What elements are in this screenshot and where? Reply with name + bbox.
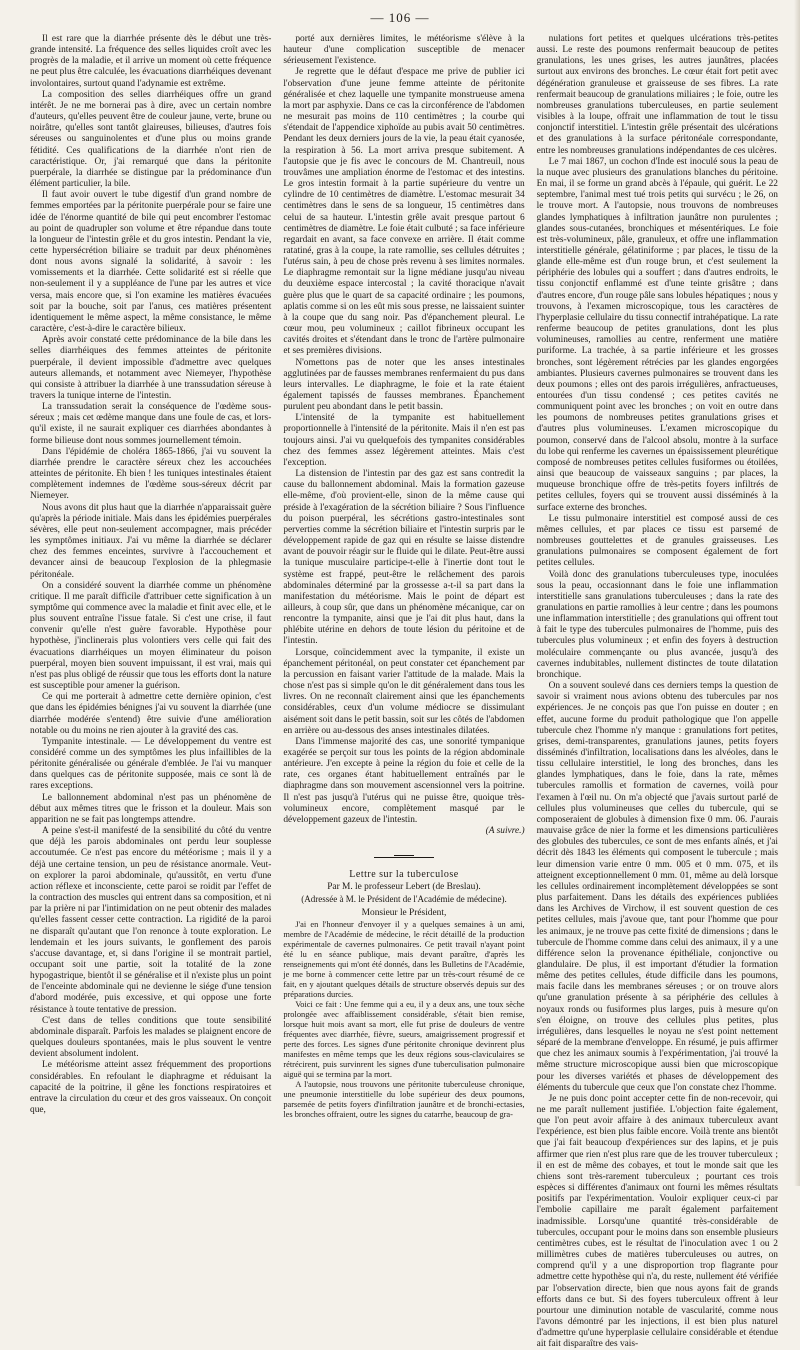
paragraph: Tympanite intestinale. — Le développement du ventre est considéré comme un des symptômes les plus infaillibles de la péritonite généralisée ou générale d'emblée. Je l'ai vu manquer dans quelques cas de péritonite supposée, mais ce sont là de rares exceptions. — [30, 736, 272, 792]
paragraph: porté aux dernières limites, le météorisme s'élève à la hauteur d'une complication susceptible de menacer sérieusement l'existence. — [283, 34, 525, 67]
paragraph: Le météorisme atteint assez fréquemment des proportions considérables. En refoulant le diaphragme et réduisant la capacité de la poitrine, il gêne les fonctions respiratoires et entrave la circulation du cœur et des gros vaisseaux. On conçoit que, — [30, 1060, 272, 1115]
paragraph: Le tissu pulmonaire interstitiel est composé aussi de ces mêmes cellules, et par places ce tissu est parsemé de nombreuses gouttelettes et de granules graisseuses. Les granulations pulmonaires se composent également de fort petites cellules. — [536, 513, 778, 569]
paragraph: J'ai en l'honneur d'envoyer il y a quelques semaines à un ami, membre de l'Académie de médecine, le récit détaillé de la production expérimentale de cavernes pulmonaires. Ce petit travail n'ayant point été lu en séance publique, mais devant paraître, d'après les renseignements qui m'ont été donnés, dans les Bulletins de l'Académie, je me borne à commencer cette lettre par un très-court résumé de ce fait, en y ajoutant quelques détails de structure observés depuis sur des préparations durcies. — [283, 920, 525, 1000]
paragraph: Lorsque, coïncidemment avec la tympanite, il existe un épanchement péritonéal, on peut constater cet épanchement par la percussion en faisant varier l'attitude de la malade. Mais la chose n'est pas si simple qu'on le dit généralement dans tous les livres. On ne reconnaît clairement ainsi que les épanchements considérables, ceux d'un volume médiocre se dissimulant aisément soit dans le petit bassin, soit sur les côtés de l'abdomen en arrière ou au-dessous des anses intestinales dilatées. — [283, 647, 525, 736]
text-columns — [30, 34, 778, 1350]
letter-title: Lettre sur la tuberculose — [349, 869, 459, 881]
paragraph: Dans l'épidémie de choléra 1865-1866, j'ai vu souvent la diarrhée prendre le caractère séreux chez les accouchées atteintes de péritonite. Eh bien ! les tuniques intestinales étaient complètement indemnes de l'œdème sous-séreux décrit par Niemeyer. — [30, 446, 272, 502]
paragraph: On a considéré souvent la diarrhée comme un phénomène critique. Il me paraît difficile d'attribuer cette signification à un symptôme qui commence avec la maladie et finit avec elle, et le plus souvent entraîne l'issue fatale. Si c'est une crise, il faut convenir qu'elle n'est guère favorable. Hypothèse pour hypothèse, j'inclinerais plus volontiers vers celle qui fait des évacuations diarrhéiques un moyen éliminateur du poison puerpéral, moyen bien souvent impuissant, il est vrai, mais qui n'est pas plus obligé de réussir que tous les efforts dont la nature est susceptible pour amener la guérison. — [30, 580, 272, 692]
paragraph: Je ne puis donc point accepter cette fin de non-recevoir, qui ne me paraît nullement justifiée. L'objection faite également, que l'on peut avoir affaire à des animaux tuberculeux avant l'expérience, est bien plus faible encore. Voilà trente ans bientôt que j'ai fait beaucoup d'expériences sur des lapins, et je puis affirmer que rien n'est plus rare que de les trouver tuberculeux ; il en est de même des cobayes, et tout le monde sait que les chiens sont très-rarement tuberculeux ; pourtant ces trois espèces si différentes d'animaux ont fourni les mêmes résultats positifs par l'expérimentation. Vouloir expliquer ceux-ci par l'embolie capillaire me paraît également parfaitement inadmissible. Lorsqu'une quantité très-considérable de tubercules, occupant pour le moins dans son ensemble plusieurs centimètres cubes, est le résultat de l'inoculation avec 1 ou 2 millimètres cubes de matières tuberculeuses ou autres, on comprend qu'il y a une disproportion trop flagrante pour admettre cette hypothèse qui n'a, du reste, nullement été vérifiée par l'observation directe, bien que nous ayons fait de grands efforts dans ce but. Si des foyers tuberculeux offrent à leur pourtour une diminution notable de vascularité, comme nous l'avons démontré par les injections, il est bien plus naturel d'admettre qu'une hyperplasie cellulaire considérable et étendue ait fait disparaître des vais- — [536, 1093, 778, 1350]
paragraph: A l'autopsie, nous trouvons une péritonite tuberculeuse chronique, une pneumonie interstitielle du lobe supérieur des deux poumons, parsemée de petits foyers d'infiltration jaunâtre et de bronchi-ectasies, les bronches offraient, outre les signes du catarrhe, beaucoup de gra- — [283, 1080, 525, 1120]
paragraph: La transsudation serait la conséquence de l'œdème sous-séreux ; mais cet œdème manque dans une foule de cas, et lors-qu'il existe, il ne saurait expliquer ces diarrhées abondantes à forme bilieuse dont nous sommes journellement témoin. — [30, 402, 272, 446]
paragraph: Nous avons dit plus haut que la diarrhée n'apparaissait guère qu'après la période initiale. Mais dans les épidémies puerpérales sévères, elle peut non-seulement accompagner, mais précéder les symptômes initiaux. J'ai vu même la diarrhée se déclarer chez des femmes enceintes, survivre à l'accouchement et devancer ainsi de beaucoup l'explosion de la phlegmasie péritonéale. — [30, 502, 272, 580]
letter-salutation: Monsieur le Président, — [361, 908, 447, 919]
column-right — [536, 34, 778, 1350]
paragraph: A peine s'est-il manifesté de la sensibilité du côté du ventre que déjà les parois abdominales ont perdu leur souplesse accoutumée. Ce n'est pas encore du météorisme ; mais il y a déjà une certaine tension, un peu de résistance anormale. Veut-on explorer la paroi abdominale, qu'aussitôt, en vertu d'une action réflexe et inconsciente, cette paroi se roidit par l'effet de la contraction des muscles qui entrent dans sa composition, et ni par la prière ni par l'intimidation on ne peut obtenir des malades qu'elles fassent cesser cette contraction. La rigidité de la paroi ne disparaît qu'autant que l'on renonce à toute exploration. Le lendemain et les jours suivants, le gonflement des parois s'accuse davantage, et, si dans l'origine il se montrait partiel, occupant soit une partie, soit la totalité de la zone hypogastrique, bientôt il se généralise et il n'existe plus un point de l'enceinte abdominale qui ne devienne le siége d'une tension d'abord modérée, puis excessive, et qui oppose une forte résistance à toute tentative de pression. — [30, 826, 272, 1015]
paragraph: L'intensité de la tympanite est habituellement proportionnelle à l'intensité de la péritonite. Mais il n'en est pas toujours ainsi. J'ai vu quelquefois des tympanites considérables chez des femmes assez légèrement atteintes. Mais c'est l'exception. — [283, 413, 525, 468]
paragraph: La distension de l'intestin par des gaz est sans contredit la cause du ballonnement abdominal. Mais la formation gazeuse elle-même, d'où provient-elle, sinon de la même cause qui préside à l'exagération de la sécrétion biliaire ? Sous l'influence du poison puerpéral, les sécrétions gastro-intestinales sont perverties comme la sécrétion biliaire et l'intestin surpris par le développement rapide de gaz qui en résulte se laisse distendre avant de pouvoir réagir sur le fluide qui le dilate. Peut-être aussi la tunique musculaire participe-t-elle à l'inertie dont tout le système est frappé, peut-être le relâchement des parois abdominales déterminé par la grossesse a-t-il sa part dans la manifestation du météorisme. Mais le point de départ est ailleurs, à coup sûr, que dans un phénomène mécanique, car on rencontre la tympanite, ainsi que je l'ai dit plus haut, dans la phlébite utérine en dehors de toute lésion du péritoine et de l'intestin. — [283, 469, 525, 647]
letter-addressee-note: (Adressée à M. le Président de l'Académie de médecine). — [301, 894, 507, 905]
paragraph: Ce qui me porterait à admettre cette dernière opinion, c'est que dans les épidémies bénignes j'ai vu souvent la diarrhée (une diarrhée modérée s'entend) être suivie d'une amélioration notable ou du moins ne rien ajouter à la gravité des cas. — [30, 692, 272, 736]
paragraph: nulations fort petites et quelques ulcérations très-petites aussi. Le reste des poumons renfermait beaucoup de petites granulations, les unes grises, les autres jaunâtres, placées surtout aux environs des bronches. Le cœur était fort petit avec dégénération granuleuse et graisseuse de ses fibres. La rate renfermait beaucoup de granulations miliaires ; le foie, outre les nombreuses granulations tuberculeuses, en partie seulement visibles à la loupe, offrait une inflammation de tout le tissu conjonctif interstitiel. L'intestin grêle présentait des ulcérations et des granulations à la surface péritonéale correspondante, entre les nombreuses granulations indépendantes de ces ulcères. — [536, 34, 778, 156]
paragraph: Il est rare que la diarrhée présente dès le début une très-grande intensité. La fréquence des selles liquides croît avec les progrès de la maladie, et il arrive un moment où cette fréquence ne peut plus être calculée, les évacuations diarrhéiques devenant involontaires, surtout quand l'adynamie est extrême. — [30, 34, 272, 89]
column-middle — [283, 34, 524, 1164]
paragraph: Il faut avoir ouvert le tube digestif d'un grand nombre de femmes emportées par la péritonite puerpérale pour se faire une idée de l'énorme quantité de bile qui peut encombrer l'estomac au point de quadrupler son volume et être répandue dans toute la longueur de l'intestin grêle et du gros intestin. Pendant la vie, cette hypersécrétion biliaire se traduit par deux phénomènes dont nous avons signalé la solidarité, à savoir : les vomissements et la diarrhée. Cette solidarité est si réelle que non-seulement il y a suppléance de l'une par les autres et vice versa, mais encore que, si l'on examine les matières évacuées soit par la bouche, soit par l'anus, ces matières présentent identiquement le même aspect, la même consistance, le même caractère, c'est-à-dire le caractère bilieux. — [30, 190, 272, 335]
page-number: — 106 — — [370, 10, 430, 25]
paragraph: Je regrette que le défaut d'espace me prive de publier ici l'observation d'une jeune femme atteinte de péritonite généralisée et chez laquelle une tympanite monstrueuse amena la mort par asphyxie. Dans ce cas la circonférence de l'abdomen ne mesurait pas moins de 110 centimètres ; la courbe qui s'étendait de l'appendice xiphoïde au pubis avait 50 centimètres. Pendant les deux derniers jours de la vie, la peau était cyanosée, la respiration à 56. La mort arriva presque subitement. A l'autopsie que je fis avec le concours de M. Chantreuil, nous trouvâmes une ampliation énorme de l'estomac et des intestins. Le gros intestin formait à la partie supérieure du ventre un cylindre de 10 centimètres de diamètre. L'estomac mesurait 34 centimètres dans le sens de sa longueur, 15 centimètres dans celui de sa hauteur. L'intestin grêle avait presque partout 6 centimètres de diamètre. Le foie était culbuté ; sa face inférieure regardait en avant, sa face convexe en arrière. Il était comme ratatiné, gras à la coupe, la rate ramollie, ses cellules détruites ; l'utérus sain, à peu de chose près revenu à ses limites normales. Le diaphragme remontait sur la ligne médiane jusqu'au niveau du deuxième espace intercostal ; la cavité thoracique n'avait guère plus que le quart de sa capacité ordinaire ; les poumons, aplatis comme si on les eût mis sous presse, ne laissaient suinter à la coupe que du sang noir. Pas d'épanchement pleural. Le cœur mou, peu volumineux ; caillot fibrineux occupant les cavités droites et s'étendant dans le tronc de l'artère pulmonaire et ses premières divisions. — [283, 67, 525, 357]
to-be-continued: (A suivre.) — [485, 826, 525, 837]
paragraph: Dans l'immense majorité des cas, une sonorité tympanique exagérée se perçoit sur tous les points de la région abdominale antérieure. J'en excepte à peine la région du foie et celle de la rate, ces organes étant habituellement entraînés par le diaphragme dans son mouvement ascensionnel vers la poitrine. Il n'est pas jusqu'à l'utérus qui ne puisse être, quoique très-volumineux encore, complètement masqué par le développement gazeux de l'intestin. — [283, 736, 525, 825]
paragraph: Le ballonnement abdominal n'est pas un phénomène de début aux mêmes titres que le frisson et la douleur. Mais son apparition ne se fait pas longtemps attendre. — [30, 792, 272, 825]
paragraph: Le 7 mai 1867, un cochon d'Inde est inoculé sous la peau de la nuque avec plusieurs des granulations blanches du péritoine. En mai, il se forme un grand abcès à l'épaule, qui guérit. Le 22 septembre, l'animal mest tué trois petits qui survécu ; le 26, on le trouve mort. A l'autopsie, nous trouvons de nombreuses glandes lymphatiques à infiltration jaunâtre non purulentes ; glandes sous-cutanées, bronchiques et mésentériques. Le foie est très-volumineux, pâle, granuleux, et offre une inflammation interstitielle générale, gélatiniforme ; par places, le tissu de la glande elle-même est d'un rouge brun, et c'est seulement la périphérie des lobules qui a souffert ; dans d'autres endroits, le tissu conjonctif enflammé est d'une teinte grisâtre ; dans d'autres encore, d'un rouge pâle sans lobules hépatiques ; nous y trouvons, à l'examen microscopique, tous les caractères de l'hyperplasie cellulaire du tissu connectif intrahépatique. La rate renferme beaucoup de petites granulations, dont les plus volumineuses, ramollies au centre, renferment une matière puriforme. La trachée, à sa partie inférieure et les grosses bronches, sont légèrement rétrécies par les glandes engorgées ambiantes. Plusieurs cavernes pulmonaires se trouvent dans les deux poumons ; elles ont des parois irrégulières, anfractueuses, entourées d'un tissu condensé ; ces petites cavités ne communiquent point avec les bronches ; on voit en outre dans les poumons de nombreuses petites granulations grises et d'autres plus volumineuses. L'examen microscopique du poumon, conservé dans de l'alcool absolu, montre à la surface du lobe qui renferme les cavernes un épaississement pleurétique composé de nombreuses petites cellules fusiformes ou étoilées, ainsi que beaucoup de vaisseaux sanguins ; par places, la muqueuse bronchique offre de très-petits foyers infiltrés de petites cellules, foyers qui se trouvent aussi disséminés à la surface externe des bronches. — [536, 156, 778, 513]
paragraph: Voilà donc des granulations tuberculeuses type, inoculées sous la peau, occasionnant dans le foie une inflammation interstitielle sans granulations tuberculeuses ; dans la rate des granulations en partie ramollies à leur centre ; dans les poumons une inflammation interstitielle ; des granulations qui offrent tout à fait le type des tubercules pulmonaires de l'homme, puis des tubercules plus volumineux ; et enfin des foyers à destruction moléculaire commençante ou plus avancée, jusqu'à des cavernes indubitables, nullement distinctes de toute dilatation bronchique. — [536, 569, 778, 680]
column-left — [30, 34, 271, 1164]
paragraph: N'omettons pas de noter que les anses intestinales agglutinées par de fausses membranes renfermaient du pus dans leurs intervalles. Le diaphragme, le foie et la rate étaient également tapissés de fausses membranes. Épanchement purulent peu abondant dans le petit bassin. — [283, 357, 525, 413]
paragraph: Après avoir constaté cette prédominance de la bile dans les selles diarrhéiques des femmes atteintes de péritonite puerpérale, il devient impossible d'admettre avec quelques auteurs allemands, et notamment avec Niemeyer, l'hypothèse qui consiste à attribuer la diarrhée à une transsudation séreuse à travers la tunique interne de l'intestin. — [30, 335, 272, 401]
letter-author: Par M. le professeur Lebert (de Breslau). — [327, 882, 481, 893]
paragraph: C'est dans de telles conditions que toute sensibilité abdominale disparaît. Parfois les malades se plaignent encore de quelques douleurs spontanées, mais le plus souvent le ventre devient absolument indolent. — [30, 1015, 272, 1060]
paragraph: Voici ce fait : Une femme qui a eu, il y a deux ans, une toux sèche prolongée avec affaiblissement considérable, s'était bien remise, lorsque huit mois avant sa mort, elle fut prise de douleurs de ventre fréquentes avec diarrhée, fièvre, sueurs, amaigrissement progressif et perte des forces. Les signes d'une péritonite chronique devinrent plus manifestes en même temps que les deux régions sous-claviculaires se rétrécirent, puis survinrent les signes d'une tuberculisation pulmonaire aiguë qui se termina par la mort. — [283, 1000, 525, 1080]
section-divider — [283, 845, 524, 863]
paragraph: On a souvent soulevé dans ces derniers temps la question de savoir si vraiment nous avions obtenu des tubercules par nos expériences. Je ne conçois pas que l'on puisse en douter ; en effet, aucune forme du produit pathologique que l'on appelle tubercule chez l'homme n'y manque : granulations fort petites, grises, demi-transparentes, granulations jaunes, petits foyers disséminés d'infiltration, localisations dans les alvéoles, dans le tissu cellulaire interstitiel, le long des bronches, dans les glandes lymphatiques, dans le foie, dans la rate, mêmes tubercules ramollis et formation de cavernes, voilà pour l'examen à l'œil nu. On m'a objecté que j'avais surtout parlé de cellules plus volumineuses que celles du tubercule, qui se composeraient de globules à dimension fixe 0 mm. 06. J'aurais mauvaise grâce de nier la forme et les dimensions particulières des globules des tubercules, ce sont de mes enfants aînés, et j'ai décrit dès 1843 les éléments qui composent le tubercule ; mais leur dimension varie entre 0 mm. 005 et 0 mm. 075, et ils atteignent exceptionnellement 0 mm. 01, même au delà lorsque les cellules ordinairement incomplètement développées se sont plus parfaitement. Dans les détails des expériences publiées dans les Archives de Virchow, il est souvent question de ces petites cellules, mais j'avoue que, tant pour l'homme que pour les animaux, je ne trouve pas cette fixité de dimensions ; dans le tubercule de l'homme comme dans celui des animaux, il y a une différence selon la provenance épithéliale, conjonctive ou glandulaire. De plus, il est important d'étudier la formation même des petites cellules, étude difficile dans les poumons, mais facile dans les membranes séreuses ; or on trouve alors qu'une granulation présente à sa périphérie des cellules à noyaux ronds ou fusiformes plus larges, puis à mesure qu'on s'en éloigne, on trouve des cellules plus petites, plus irrégulières, dans lesquelles le noyau ne s'est point nettement séparé de la membrane d'enveloppe. En résumé, je puis affirmer que chez les animaux soumis à l'expérimentation, j'ai trouvé la même structure microscopique aussi bien que microscopique pour les diverses variétés et phases de développement des éléments du tubercule que ceux que l'on constate chez l'homme. — [536, 681, 778, 1093]
scan-edge-shadow — [794, 0, 800, 1186]
paragraph: La composition des selles diarrhéiques offre un grand intérêt. Je ne me bornerai pas à dire, avec un certain nombre d'auteurs, qu'elles peuvent être de couleur jaune, verte, brune ou noirâtre, qu'elles sont tantôt glaireuses, bilieuses, d'autres fois séreuses ou sanguinolentes et d'une plus ou moins grande fétidité. Ces qualifications de la diarrhée n'ont rien de caractéristique. Or, j'ai remarqué que dans la péritonite puerpérale, la diarrhée se distingue par la prédominance d'un élément particulier, la bile. — [30, 89, 272, 190]
article-continuation — [283, 34, 524, 826]
letter-body — [283, 920, 524, 1120]
